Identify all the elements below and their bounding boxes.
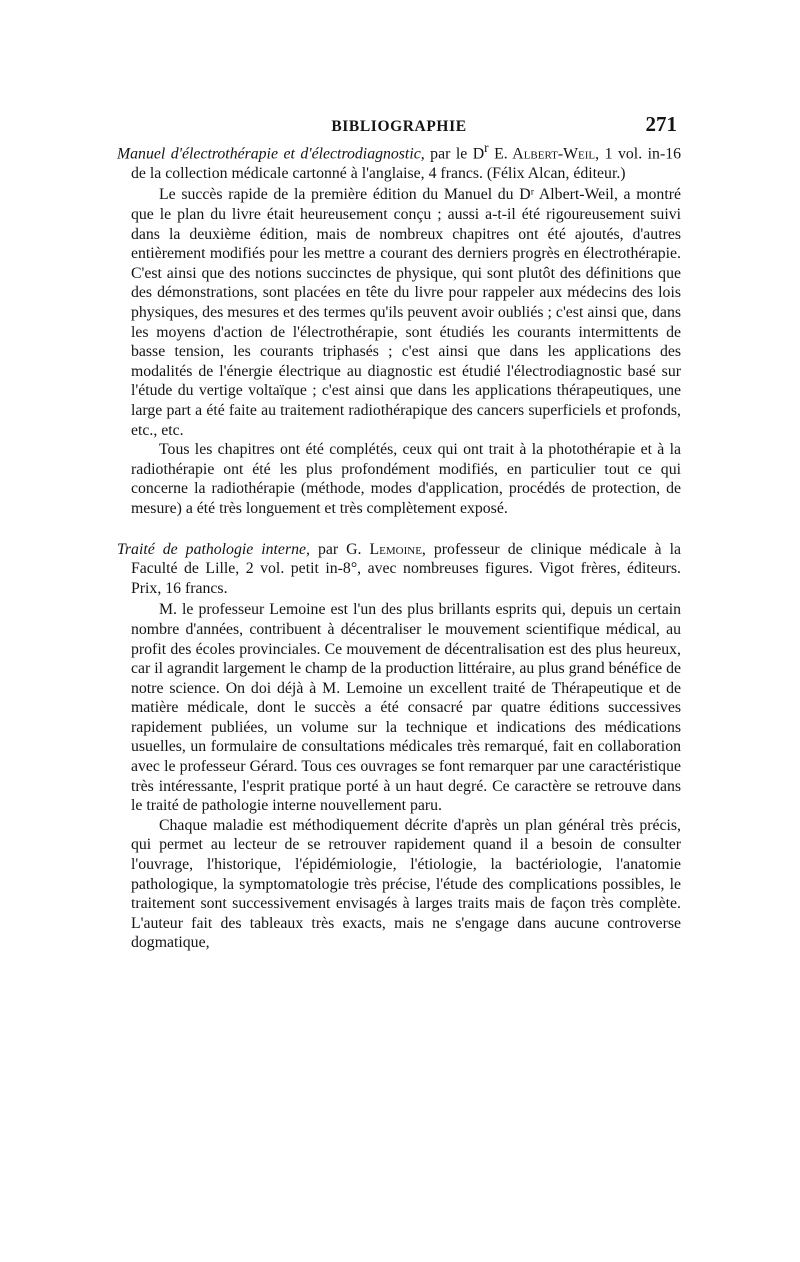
- book-author: E. Albert-Weil,: [488, 145, 600, 163]
- book-page: [117, 104, 681, 953]
- citation: [117, 138, 681, 183]
- running-header: [117, 104, 681, 138]
- publication-details: 1 vol. in-16 de la collection médicale cartonné à l'anglaise, 4 francs. (Félix Alcan, éditeur.): [131, 145, 681, 182]
- section-title: BIBLIOGRAPHIE: [331, 118, 467, 135]
- book-title: Manuel d'électrothérapie et d'électrodiagnostic,: [117, 145, 425, 163]
- review-paragraph: Chaque maladie est méthodiquement décrite d'après un plan général très précis, qui permet au lecteur de se retrouver rapidement quand il a besoin de consulter l'ouvrage, l'historique, l'épidémiologie, l'étiologie, la bactériologie, l'anatomie pathologique, la symptomatologie très précise, l'étude des complications possibles, le traitement sont successivement envisagés à larges traits mais de façon très complète. L'auteur fait des tableaux très exacts, mais ne s'engage dans aucune controverse dogmatique,: [131, 816, 681, 952]
- book-title: Traité de pathologie interne,: [117, 540, 310, 558]
- book-author: Lemoine,: [369, 540, 426, 558]
- citation-sup: r: [484, 140, 489, 155]
- citation-by: par G.: [309, 540, 370, 558]
- citation-by: par le D: [424, 145, 485, 163]
- publication-details: professeur de clinique médicale à la Faculté de Lille, 2 vol. petit in-8°, avec nombreuses figures. Vigot frères, éditeurs. Prix, 16 francs.: [131, 540, 681, 597]
- review-paragraph: Tous les chapitres ont été complétés, ceux qui ont trait à la photothérapie et à la radiothérapie ont été les plus profondément modifiés, en particulier tout ce qui concerne la radiothérapie (méthode, modes d'application, procédés de protection, de mesure) a été très longuement et très complètement exposé.: [131, 441, 681, 517]
- review-paragraph: M. le professeur Lemoine est l'un des plus brillants esprits qui, depuis un certain nombre d'années, contribuent à décentraliser le mouvement scientifique médical, au profit des écoles provinciales. Ce mouvement de décentralisation est des plus heureux, car il agrandit largement le champ de la production littéraire, au plus grand bénéfice de notre science. On doi déjà à M. Lemoine un excellent traité de Thérapeutique et de matière médicale, dont le succès a été consacré par quatre éditions successives rapidement publiées, un volume sur la technique et indications des médications usuelles, un formulaire de consultations médicales très remarqué, fait en collaboration avec le professeur Gérard. Tous ces ouvrages se font remarquer par une caractéristique très intéressante, l'esprit pratique porté à un haut degré. Ce caractère se retrouve dans le traité de pathologie interne nouvellement paru.: [131, 601, 681, 815]
- review-entry-electrotherapie: [117, 138, 681, 519]
- review-entry-pathologie: [117, 540, 681, 953]
- page-number: 271: [645, 112, 677, 136]
- citation: [117, 540, 681, 599]
- review-paragraph: Le succès rapide de la première édition du Manuel du Dʳ Albert-Weil, a montré que le plan du livre était heureusement conçu ; aussi a-t-il été rigoureusement suivi dans la deuxième édition, mais de nombreux chapitres ont été ajoutés, d'autres entièrement modifiés pour les mettre a courant des derniers progrès en électrothérapie. C'est ainsi que des notions succinctes de physique, qui sont plutôt des définitions que des démonstrations, sont placées en tête du livre pour rappeler aux médecins des lois physiques, des mesures et des termes qu'ils peuvent avoir oubliés ; c'est ainsi que, dans les moyens d'action de l'électrothérapie, sont étudiés les courants intermittents de basse tension, les courants triphasés ; c'est ainsi que dans les applications des modalités de l'énergie électrique au diagnostic est étudié l'électrodiagnostic basé sur l'étude du vertige voltaïque ; c'est ainsi que dans les applications thérapeutiques, une large part a été faite au traitement radiothérapique des cancers superficiels et profonds, etc., etc.: [131, 186, 681, 439]
